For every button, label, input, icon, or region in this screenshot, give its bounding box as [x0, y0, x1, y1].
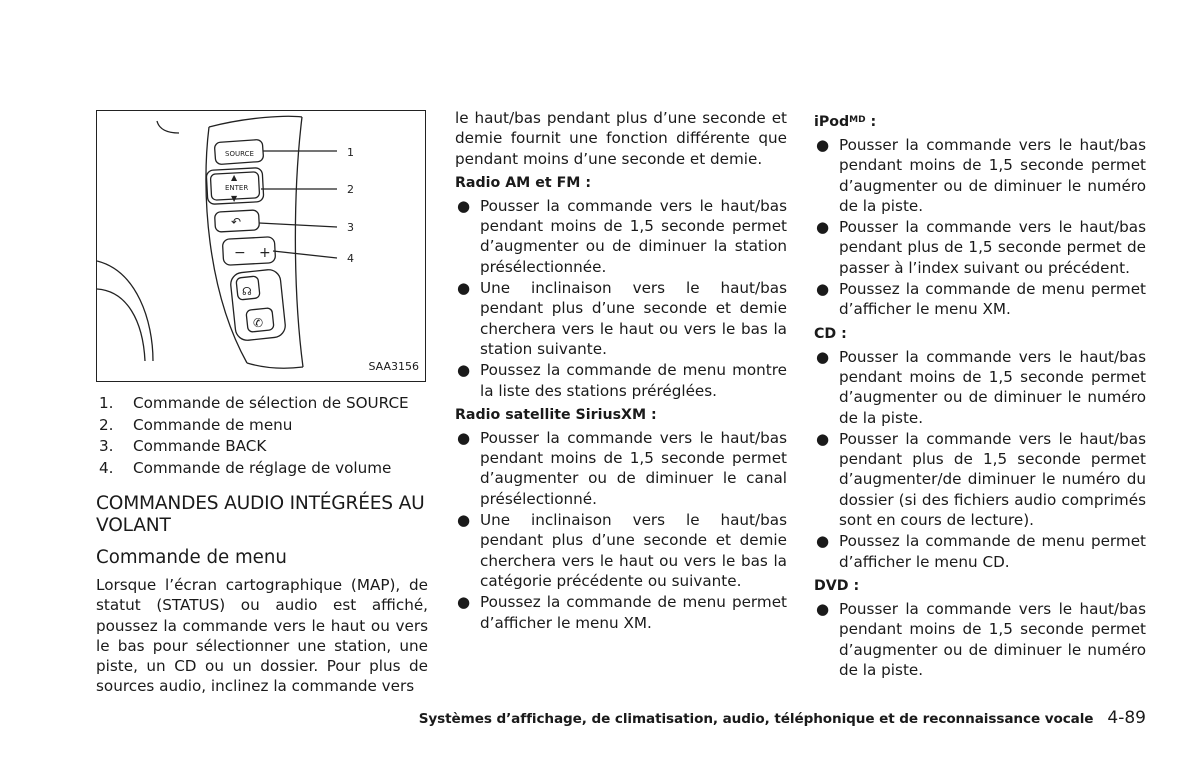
bullet-icon: ● [457, 593, 471, 612]
down-arrow-icon: ▼ [231, 194, 238, 203]
callout-1: 1 [347, 146, 354, 159]
bullet-icon: ● [457, 428, 471, 447]
bullet-icon: ● [457, 511, 471, 530]
list-ipod [814, 135, 1146, 320]
legend-text: Commande de sélection de SOURCE [133, 394, 409, 412]
list-item [814, 279, 1146, 320]
legend-item [96, 458, 428, 480]
list-item [455, 510, 787, 591]
list-item-text: Pousser la commande vers le haut/bas pendant moins de 1,5 seconde permet d’augmenter ou de diminuer le numéro de la piste. [839, 347, 1146, 427]
continuation-paragraph: le haut/bas pendant plus d’une seconde et demie fournit une fonction différente que pendant moins d’une seconde et demie. [455, 109, 787, 168]
list-item-text: Pousser la commande vers le haut/bas pendant moins de 1,5 seconde permet d’augmenter ou de diminuer le numéro de la piste. [839, 599, 1146, 679]
callout-4: 4 [347, 252, 354, 265]
legend-item [96, 436, 428, 458]
bullet-icon: ● [816, 599, 830, 618]
callout-2: 2 [347, 183, 354, 196]
list-item-text: Pousser la commande vers le haut/bas pendant moins de 1,5 seconde permet d’augmenter ou de diminuer la station présélectionnée. [480, 196, 787, 276]
steering-wheel-controls-figure [96, 110, 426, 382]
source-button-label: SOURCE [225, 150, 254, 158]
bullet-icon: ● [816, 280, 830, 299]
list-item-text: Une inclinaison vers le haut/bas pendant plus d’une seconde et demie cherchera vers le haut ou vers le bas la catégorie précédente ou suivante. [480, 511, 787, 590]
list-item-text: Poussez la commande de menu permet d’afficher le menu XM. [480, 593, 787, 632]
intro-paragraph: Lorsque l’écran cartographique (MAP), de statut (STATUS) ou audio est affiché, poussez la commande vers le haut ou vers le bas pour sélectionner une station, une piste, un CD ou un dossier. Pour plus de sources audio, inclinez la commande vers [96, 576, 428, 696]
phone-icon: ✆ [253, 316, 264, 330]
page-footer [419, 708, 1146, 728]
up-arrow-icon: ▲ [231, 173, 238, 182]
list-radio-sirius [455, 428, 787, 633]
footer-chapter-title: Systèmes d’affichage, de climatisation, audio, téléphonique et de reconnaissance vocale [418, 711, 1094, 727]
list-item [814, 135, 1146, 216]
column-2 [455, 108, 787, 636]
volume-plus-label: + [259, 245, 271, 261]
list-item-text: Pousser la commande vers le haut/bas pendant plus de 1,5 seconde permet de passer à l’index suivant ou précédent. [839, 218, 1146, 277]
list-item [455, 278, 787, 359]
voice-talk-icon: ☊ [242, 285, 252, 298]
list-item [455, 196, 787, 277]
section-title: COMMANDES AUDIO INTÉGRÉES AU VOLANT [96, 493, 425, 536]
list-item [814, 347, 1146, 428]
subsection-title: Commande de menu [96, 547, 287, 568]
page-number: 4-89 [1107, 708, 1146, 728]
list-item-text: Pousser la commande vers le haut/bas pendant moins de 1,5 seconde permet d’augmenter ou de diminuer le canal présélectionné. [480, 428, 787, 508]
steering-switch-illustration [97, 111, 425, 381]
legend-item [96, 415, 428, 437]
list-cd [814, 347, 1146, 572]
list-item [814, 429, 1146, 530]
list-item-text: Pousser la commande vers le haut/bas pendant plus de 1,5 seconde permet d’augmenter/de diminuer le numéro du dossier (si des fichiers audio comprimés sont en cours de lecture). [839, 429, 1146, 530]
legend-text: Commande BACK [133, 437, 267, 455]
heading-ipod [814, 112, 1146, 132]
list-item-text: Une inclinaison vers le haut/bas pendant plus d’une seconde et demie cherchera vers le haut ou vers le bas la station suivante. [480, 279, 787, 358]
bullet-icon: ● [457, 361, 471, 380]
heading-dvd: DVD : [814, 577, 860, 594]
legend-text: Commande de réglage de volume [133, 458, 392, 477]
callout-3: 3 [347, 221, 354, 234]
list-item [814, 531, 1146, 572]
legend-number: 4. [99, 458, 114, 477]
heading-ipod-suffix: : [865, 114, 877, 130]
list-dvd [814, 599, 1146, 680]
list-item [455, 428, 787, 509]
legend-item [96, 393, 428, 415]
list-item [814, 599, 1146, 680]
list-item [455, 592, 787, 633]
heading-radio-am-fm: Radio AM et FM : [455, 174, 592, 191]
bullet-icon: ● [816, 532, 830, 551]
back-arrow-icon: ↶ [231, 215, 242, 229]
enter-button-label: ENTER [225, 184, 249, 192]
legend-text: Commande de menu [133, 415, 293, 434]
bullet-icon: ● [816, 347, 830, 366]
volume-minus-label: − [234, 245, 246, 261]
heading-radio-sirius: Radio satellite SiriusXM : [455, 406, 657, 423]
list-item-text: Pousser la commande vers le haut/bas pendant moins de 1,5 seconde permet d’augmenter ou de diminuer le numéro de la piste. [839, 136, 1146, 215]
figure-code: SAA3156 [368, 359, 419, 373]
list-item-text: Poussez la commande de menu permet d’afficher le menu XM. [839, 280, 1146, 319]
heading-ipod-text: iPod [814, 114, 850, 130]
heading-ipod-sup: MD [849, 115, 866, 125]
bullet-icon: ● [457, 279, 471, 298]
legend-number: 2. [99, 415, 114, 434]
heading-cd: CD : [814, 325, 847, 342]
bullet-icon: ● [816, 218, 830, 237]
bullet-icon: ● [816, 429, 830, 448]
bullet-icon: ● [457, 196, 471, 215]
figure-legend [96, 393, 428, 479]
column-3 [814, 108, 1146, 683]
list-item-text: Poussez la commande de menu permet d’afficher le menu CD. [839, 532, 1146, 571]
column-1 [96, 108, 428, 697]
list-item [814, 217, 1146, 278]
bullet-icon: ● [816, 136, 830, 154]
legend-number: 1. [99, 394, 114, 412]
list-radio-am-fm [455, 196, 787, 401]
legend-number: 3. [99, 437, 114, 455]
list-item-text: Poussez la commande de menu montre la liste des stations préréglées. [480, 361, 787, 400]
list-item [455, 360, 787, 401]
